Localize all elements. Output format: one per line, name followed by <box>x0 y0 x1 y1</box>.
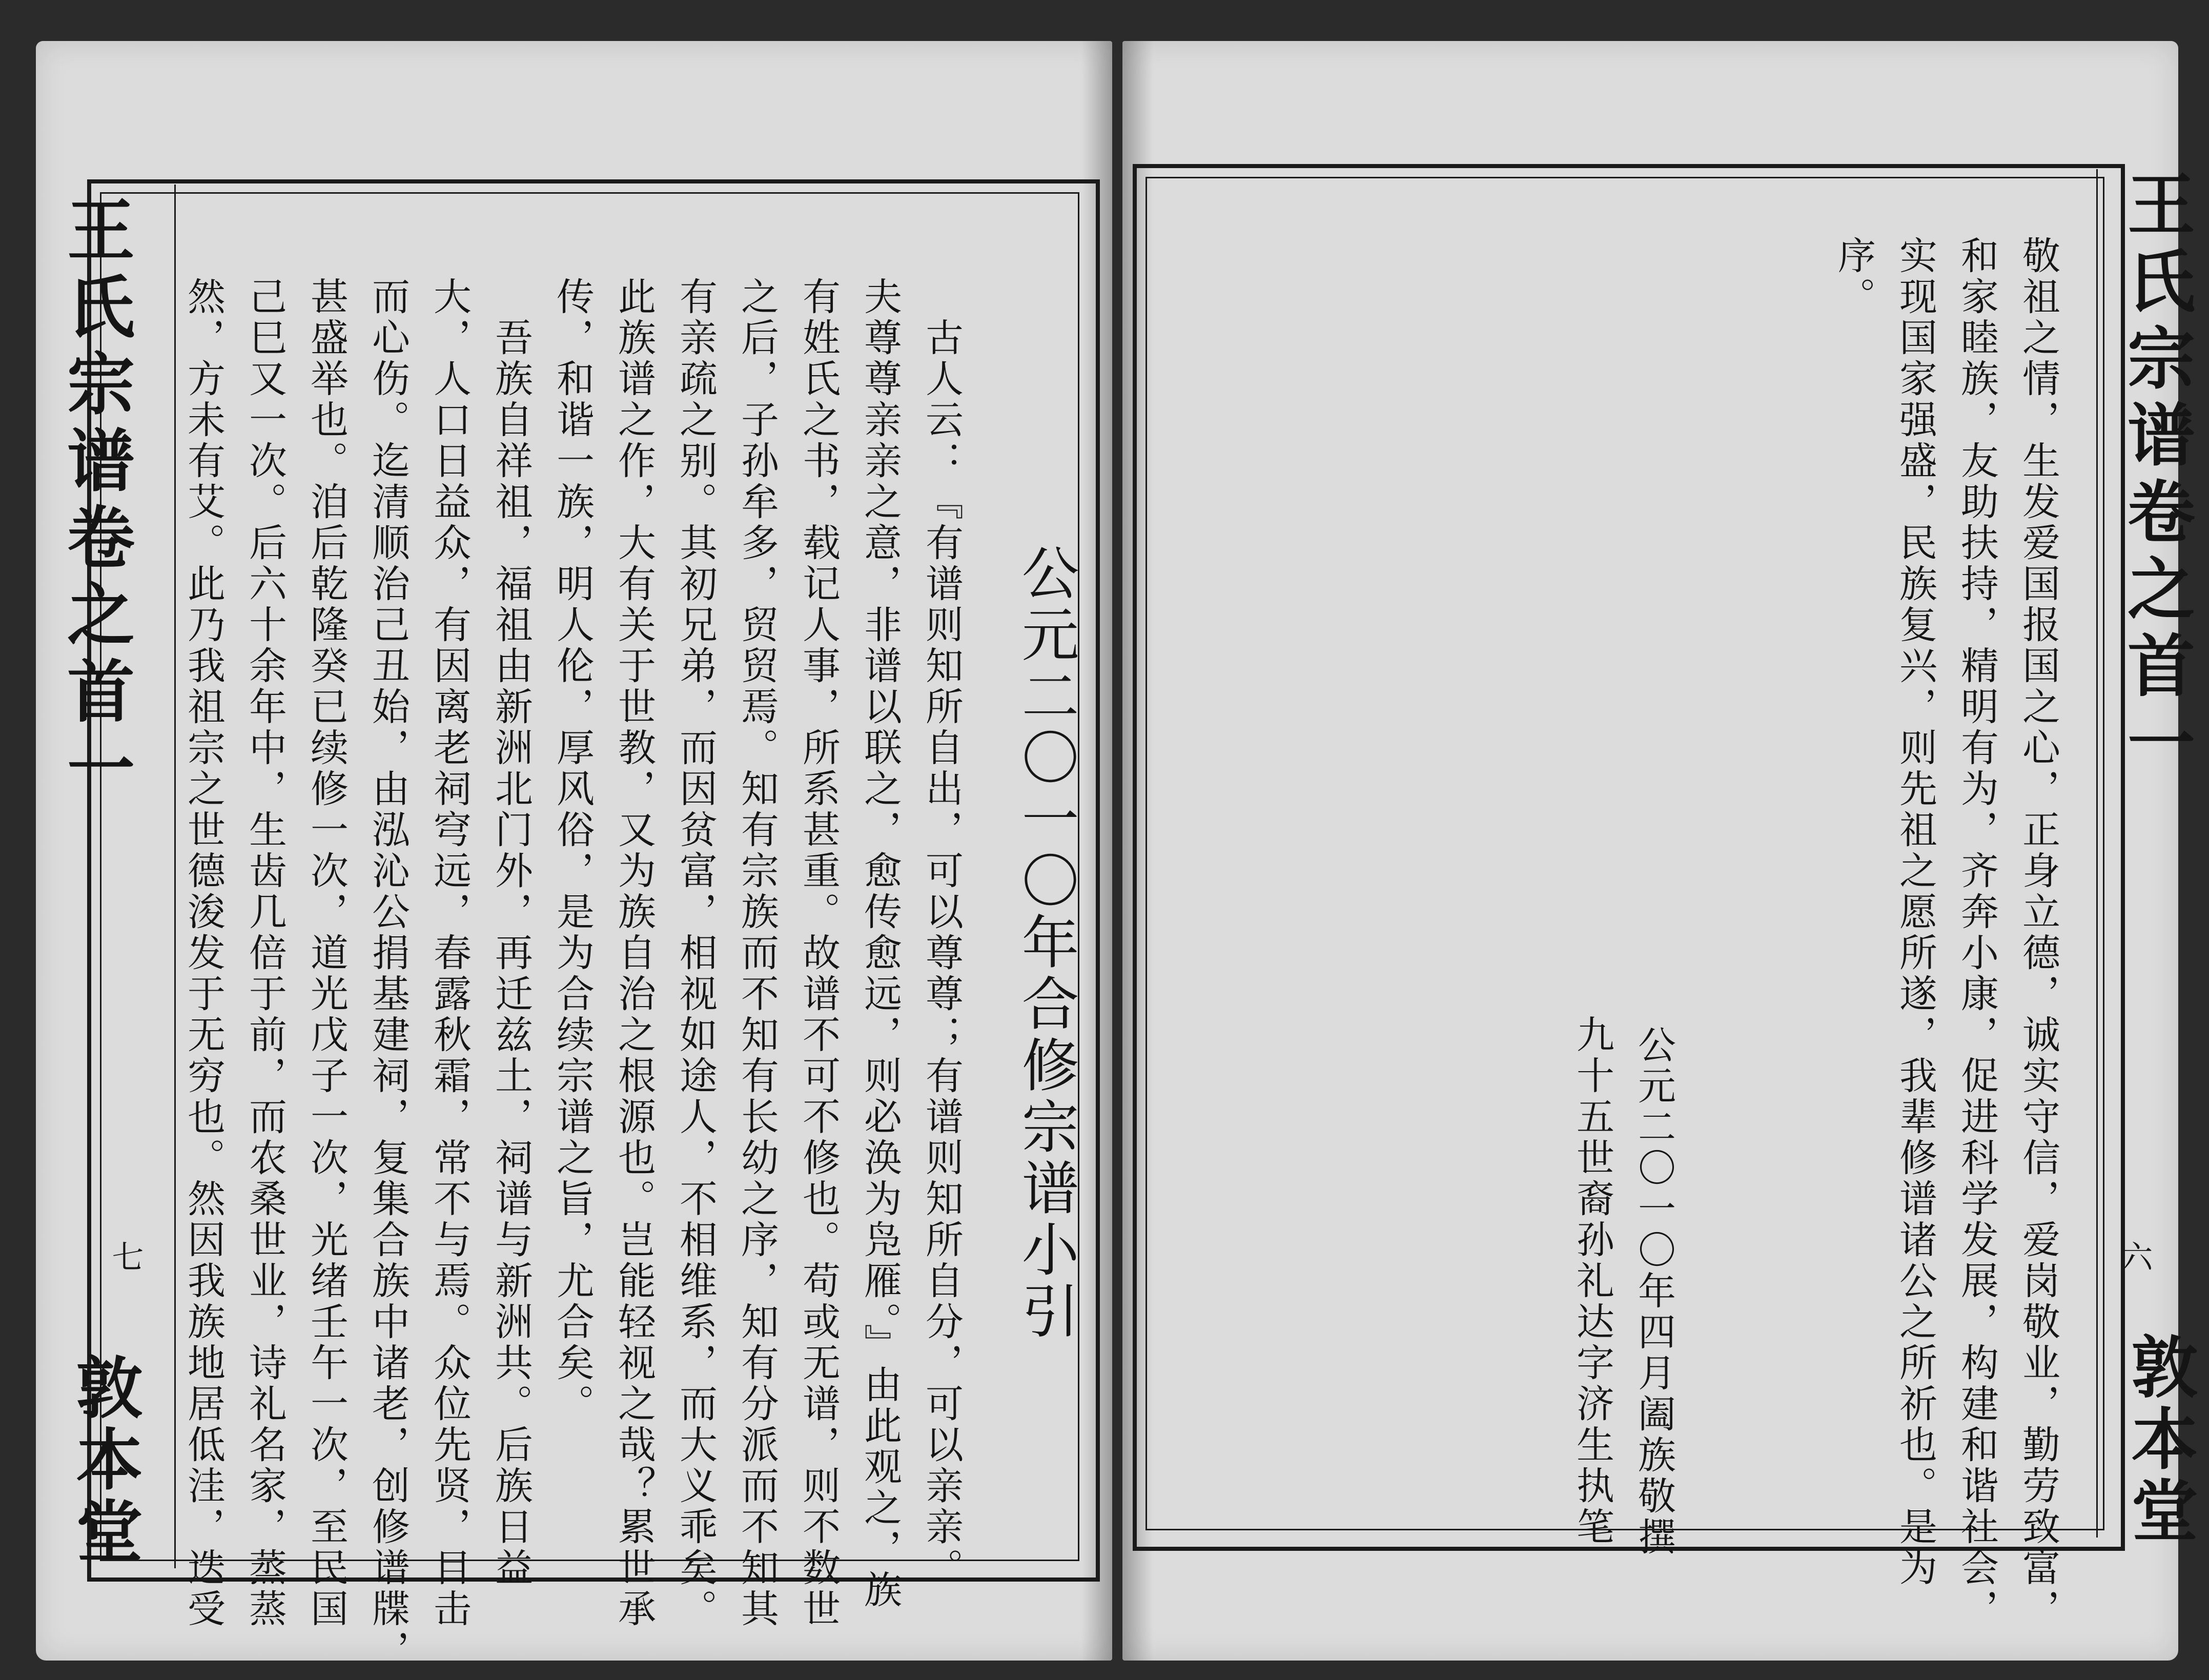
left-spine-title: 王氏宗谱卷之首一 <box>55 195 135 810</box>
text-column-7: 传，和谐一族，明人伦，厚风俗，是为合续宗谱之旨，尤合矣。 <box>550 277 595 1425</box>
text-column-13: 然，方未有艾。此乃我祖宗之世德浚发于无穷也。然因我族地居低洼，迭受 <box>181 277 226 1630</box>
text-column-2: 夫尊尊亲亲之意，非谱以联之，愈传愈远，则必涣为凫雁。』由此观之，族 <box>858 277 902 1611</box>
text-column-1: 古人云：『有谱则知所自出，可以尊尊；有谱则知所自分，可以亲亲。 <box>919 318 964 1589</box>
text-column-9: 大，人口日益众，有因离老祠穹远，春露秋霜，常不与焉。众位先贤，目击 <box>427 277 472 1630</box>
text-column-4: 之后，子孙牟多，贸贸焉。知有宗族而不知有长幼之序，知有分派而不知其 <box>735 277 779 1630</box>
text-column-10: 而心伤。迄清顺治己丑始，由泓沁公捐基建祠，复集合族中诸老，创修谱牒， <box>366 277 410 1671</box>
right-text-column-3: 和家睦族，友助扶持，精明有为，齐奔小康，促进科学发展，构建和谐社会， <box>1955 236 1999 1630</box>
right-text-column-4: 敬祖之情，生发爱国报国之心，正身立德，诚实守信，爱岗敬业，勤劳致富， <box>2016 236 2060 1630</box>
left-page-number: 七 <box>107 1240 144 1272</box>
author-signature: 九十五世裔孙礼达字济生执笔 <box>1570 1015 1614 1548</box>
text-column-5: 有亲疏之别。其初兄弟，而因贫富，相视如途人，不相维系，而大义乖矣。 <box>673 277 718 1630</box>
right-text-column-1: 序。 <box>1832 236 1876 318</box>
right-text-column-2: 实现国家强盛，民族复兴，则先祖之愿所遂，我辈修谱诸公之所祈也。是为 <box>1893 236 1937 1589</box>
right-page-number: 六 <box>2116 1240 2153 1272</box>
document-heading: 公元二〇一〇年合修宗谱小引 <box>1012 543 1079 1343</box>
text-column-6: 此族谱之作，大有关于世教，又为族自治之根源也。岂能轻视之哉？累世承 <box>612 277 656 1630</box>
text-column-12: 己巳又一次。后六十余年中，生齿几倍于前，而农桑世业，诗礼名家，蒸蒸 <box>243 277 287 1630</box>
left-hall-name: 敦本堂 <box>65 1353 144 1568</box>
right-spine-rule <box>2096 169 2098 1538</box>
text-column-8: 吾族自祥祖，福祖由新洲北门外，再迁兹土，祠谱与新洲共。后族日益 <box>489 318 533 1589</box>
right-hall-name: 敦本堂 <box>2120 1333 2199 1548</box>
text-column-3: 有姓氏之书，载记人事，所系甚重。故谱不可不修也。苟或无谱，则不数世 <box>796 277 841 1630</box>
text-column-11: 甚盛举也。洎后乾隆癸已续修一次，道光戊子一次，光绪壬午一次，至民国 <box>304 277 349 1630</box>
right-spine-title: 王氏宗谱卷之首一 <box>2116 169 2195 784</box>
left-spine-rule <box>174 185 176 1568</box>
date-signature: 公元二〇一〇年四月阖族敬撰 <box>1632 1025 1676 1558</box>
